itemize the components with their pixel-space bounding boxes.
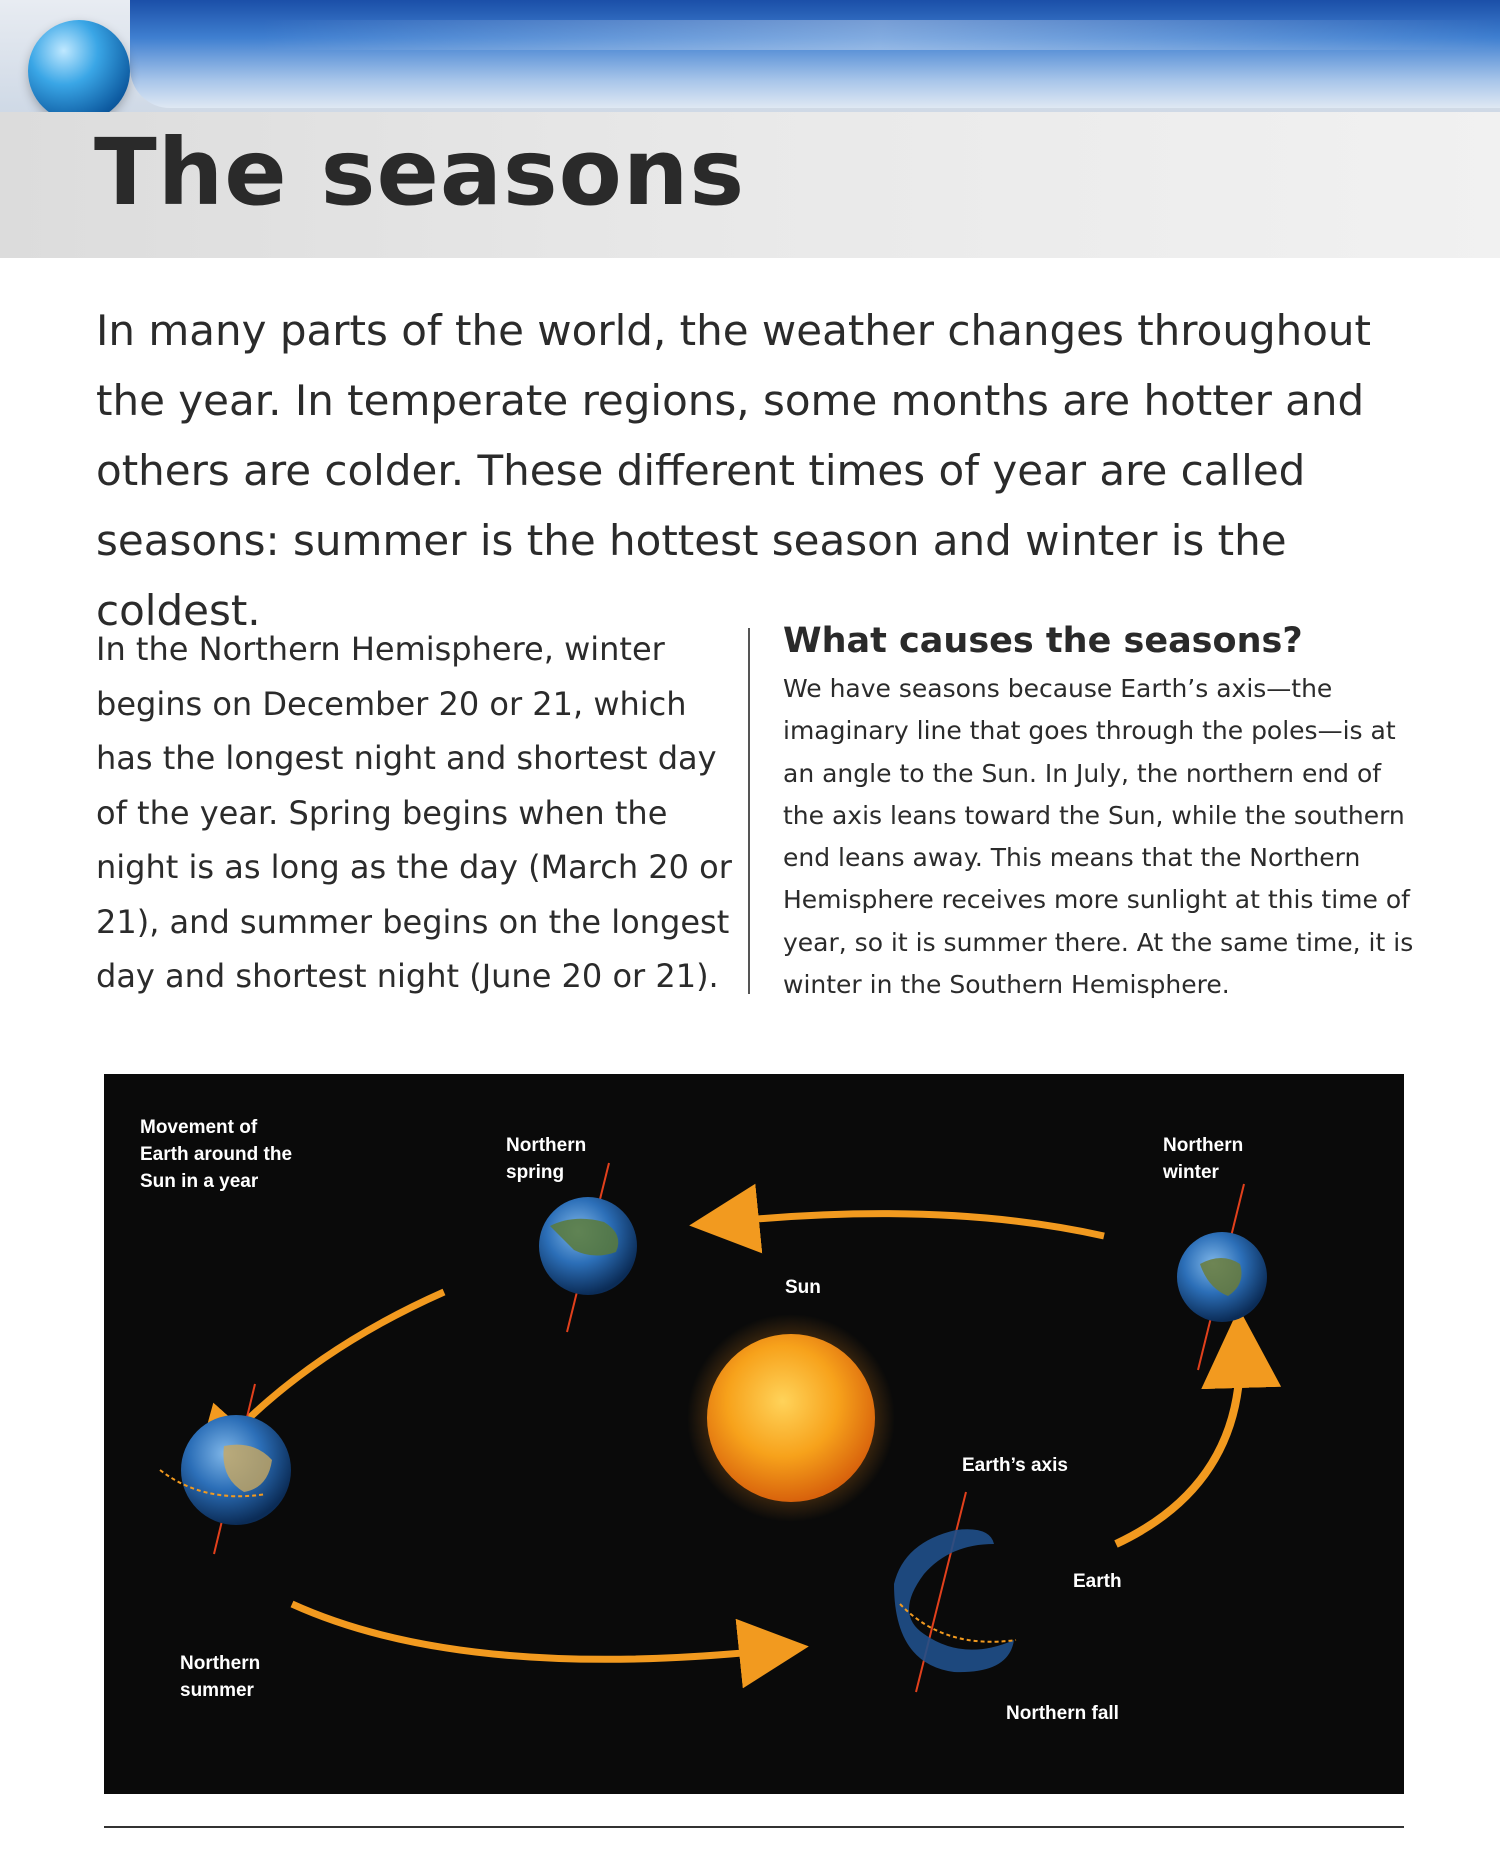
globe-icon	[28, 20, 130, 122]
left-column-paragraph: In the Northern Hemisphere, winter begins on December 20 or 21, which has the longest night and shortest day of the year. Spring begins when the night is as long as the day (March 20 or 21), and summer begins on the longest day and shortest night (June 20 or 21).	[96, 630, 732, 995]
seasons-diagram	[104, 1074, 1404, 1794]
banner-stripe	[130, 0, 1500, 108]
fall-earth	[894, 1529, 1014, 1672]
right-column-paragraph: We have seasons because Earth’s axis—the imaginary line that goes through the poles—is at an angle to the Sun. In July, the northern end of the axis leans toward the Sun, while the southern end leans away. This means that the Northern Hemisphere receives more sunlight at this time of year, so it is summer there. At the same time, it is winter in the Southern Hemisphere.	[783, 674, 1414, 1000]
earths-axis-label: Earth’s axis	[962, 1455, 1068, 1476]
right-column-heading: What causes the seasons?	[783, 621, 1303, 661]
orbit-arrow-right	[1116, 1348, 1240, 1544]
intro-paragraph: In many parts of the world, the weather changes throughout the year. In temperate regions, some months are hotter and others are colder. These different times of year are called seasons: summer is the hottest season and winter is the coldest.	[96, 306, 1372, 635]
northern-spring-label: Northern spring	[506, 1135, 587, 1183]
bottom-rule	[104, 1826, 1404, 1828]
column-divider	[748, 628, 750, 994]
northern-winter-label: Northern winter	[1163, 1135, 1244, 1183]
northern-summer-label: Northern summer	[180, 1653, 261, 1701]
orbit-arrow-bottom	[292, 1604, 774, 1659]
header-banner	[0, 0, 1500, 112]
page-title: The seasons	[94, 119, 746, 226]
movement-label: Movement of Earth around the Sun in a year	[140, 1117, 293, 1192]
earth-label: Earth	[1073, 1571, 1122, 1592]
banner-sheen	[260, 20, 1500, 50]
northern-fall-label: Northern fall	[1006, 1703, 1119, 1724]
sun	[707, 1334, 875, 1502]
orbit-arrow-top	[724, 1214, 1104, 1236]
sun-label: Sun	[785, 1277, 821, 1298]
